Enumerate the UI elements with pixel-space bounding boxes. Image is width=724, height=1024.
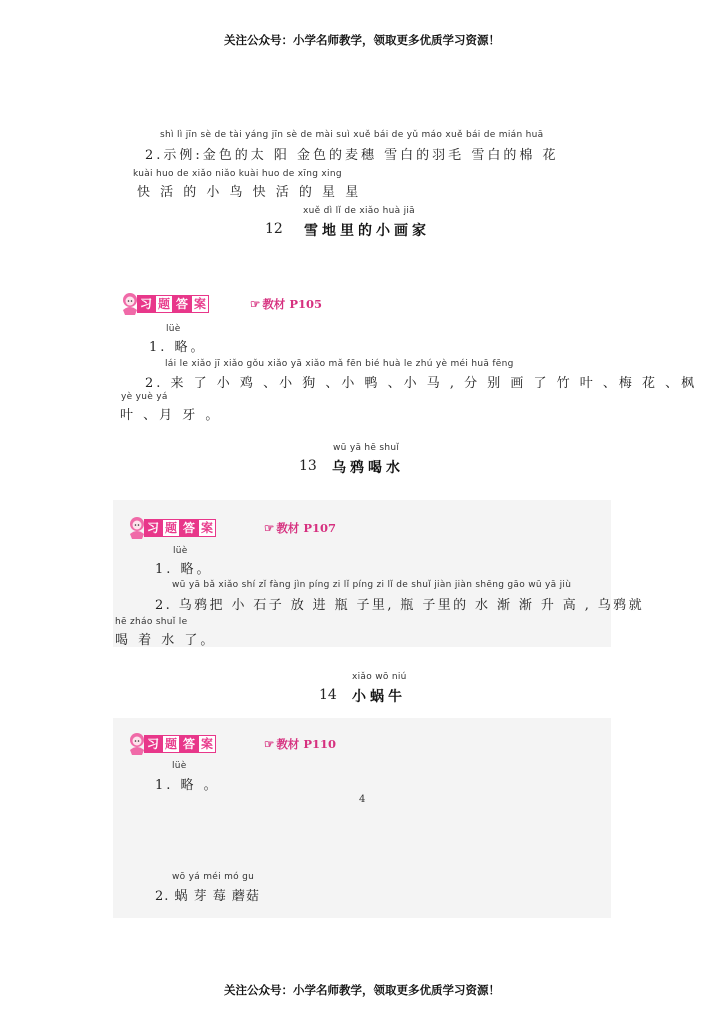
lesson12-a2-pinyin-cont: yè yuè yá (121, 392, 168, 402)
lesson13-answer-badge (126, 516, 236, 538)
lesson12-a2-text: 2. 来 了 小 鸡 、小 狗 、小 鸭 、小 马 , 分 别 画 了 竹 叶 、梅 花 、枫 (145, 376, 698, 391)
badge-char: 题 (162, 519, 180, 537)
lesson13-textbook-ref (264, 520, 336, 536)
lesson12-a2-text-cont: 叶 、月 牙 。 (120, 408, 222, 423)
lesson14-a1-text: 1. 略 。 (155, 778, 220, 793)
badge-char: 题 (155, 295, 173, 313)
pointing-hand-icon: ☞ (250, 297, 261, 311)
badge-char: 案 (198, 519, 216, 537)
lesson13-a2-text: 2. 乌鸦把 小 石子 放 进 瓶 子里, 瓶 子里的 水 渐 渐 升 高 , 乌鸦就 (155, 598, 644, 613)
lesson14-a2-pinyin: wō yá méi mó gu (172, 872, 255, 882)
top-answer-text-2: 快 活 的 小 鸟 快 活 的 星 星 (137, 185, 362, 200)
lesson12-a1-pinyin: lüè (166, 324, 181, 334)
lesson14-answer-badge (126, 732, 236, 754)
lesson13-a2-pinyin: wū yā bǎ xiǎo shí zǐ fàng jìn píng zi lǐ píng zi lǐ de shuǐ jiàn jiàn shēng gāo wū yā jiù (172, 580, 572, 590)
badge-char: 案 (191, 295, 209, 313)
textbook-ref-label: 教材 P107 (276, 521, 336, 535)
pointing-hand-icon: ☞ (264, 521, 275, 535)
pointing-hand-icon: ☞ (264, 737, 275, 751)
lesson14-number: 14 (319, 687, 337, 703)
lesson12-answer-badge (119, 292, 229, 314)
badge-char: 习 (137, 295, 155, 313)
page-number: 4 (359, 794, 366, 805)
top-answer-pinyin-1: shì lì jīn sè de tài yáng jīn sè de mài suì xuě bái de yǔ máo xuě bái de mián huā (160, 130, 544, 140)
textbook-ref-label: 教材 P110 (276, 737, 336, 751)
badge-char: 习 (144, 519, 162, 537)
lesson12-a2-pinyin: lái le xiǎo jī xiǎo gǒu xiǎo yā xiǎo mǎ fēn bié huà le zhú yè méi huā fēng (165, 359, 514, 369)
lesson13-a2-pinyin-cont: hē zháo shuǐ le (115, 617, 188, 627)
lesson14-title: 小蜗牛 (352, 689, 406, 705)
lesson14-a1-pinyin: lüè (172, 761, 187, 771)
badge-char: 习 (144, 735, 162, 753)
lesson14-textbook-ref (264, 736, 336, 752)
badge-char: 答 (180, 735, 198, 753)
page-footer: 关注公众号：小学名师教学，领取更多优质学习资源！ (224, 983, 500, 997)
textbook-ref-label: 教材 P105 (262, 297, 322, 311)
lesson13-title: 乌鸦喝水 (332, 460, 404, 476)
lesson14-a2-text: 2. 蜗 芽 莓 蘑菇 (155, 889, 260, 904)
lesson13-a2-text-cont: 喝 着 水 了。 (115, 633, 217, 648)
lesson12-textbook-ref (250, 296, 322, 312)
lesson12-title-pinyin: xuě dì lǐ de xiǎo huà jiā (303, 206, 415, 216)
lesson13-a1-text: 1. 略。 (155, 562, 213, 577)
lesson13-title-pinyin: wū yā hē shuǐ (333, 443, 400, 453)
page-header: 关注公众号：小学名师教学，领取更多优质学习资源！ (224, 33, 500, 47)
lesson12-title: 雪地里的小画家 (304, 223, 430, 239)
badge-char: 答 (180, 519, 198, 537)
lesson14-title-pinyin: xiǎo wō niú (352, 672, 407, 682)
badge-char: 答 (173, 295, 191, 313)
badge-char: 案 (198, 735, 216, 753)
lesson12-number: 12 (265, 221, 283, 237)
badge-char: 题 (162, 735, 180, 753)
lesson12-a1-text: 1. 略。 (149, 340, 207, 355)
top-answer-pinyin-2: kuài huo de xiǎo niǎo kuài huo de xīng xing (133, 169, 342, 179)
lesson13-number: 13 (299, 458, 317, 474)
lesson13-a1-pinyin: lüè (173, 546, 188, 556)
top-answer-text-1: 2.示例:金色的太 阳 金色的麦穗 雪白的羽毛 雪白的棉 花 (145, 148, 559, 163)
